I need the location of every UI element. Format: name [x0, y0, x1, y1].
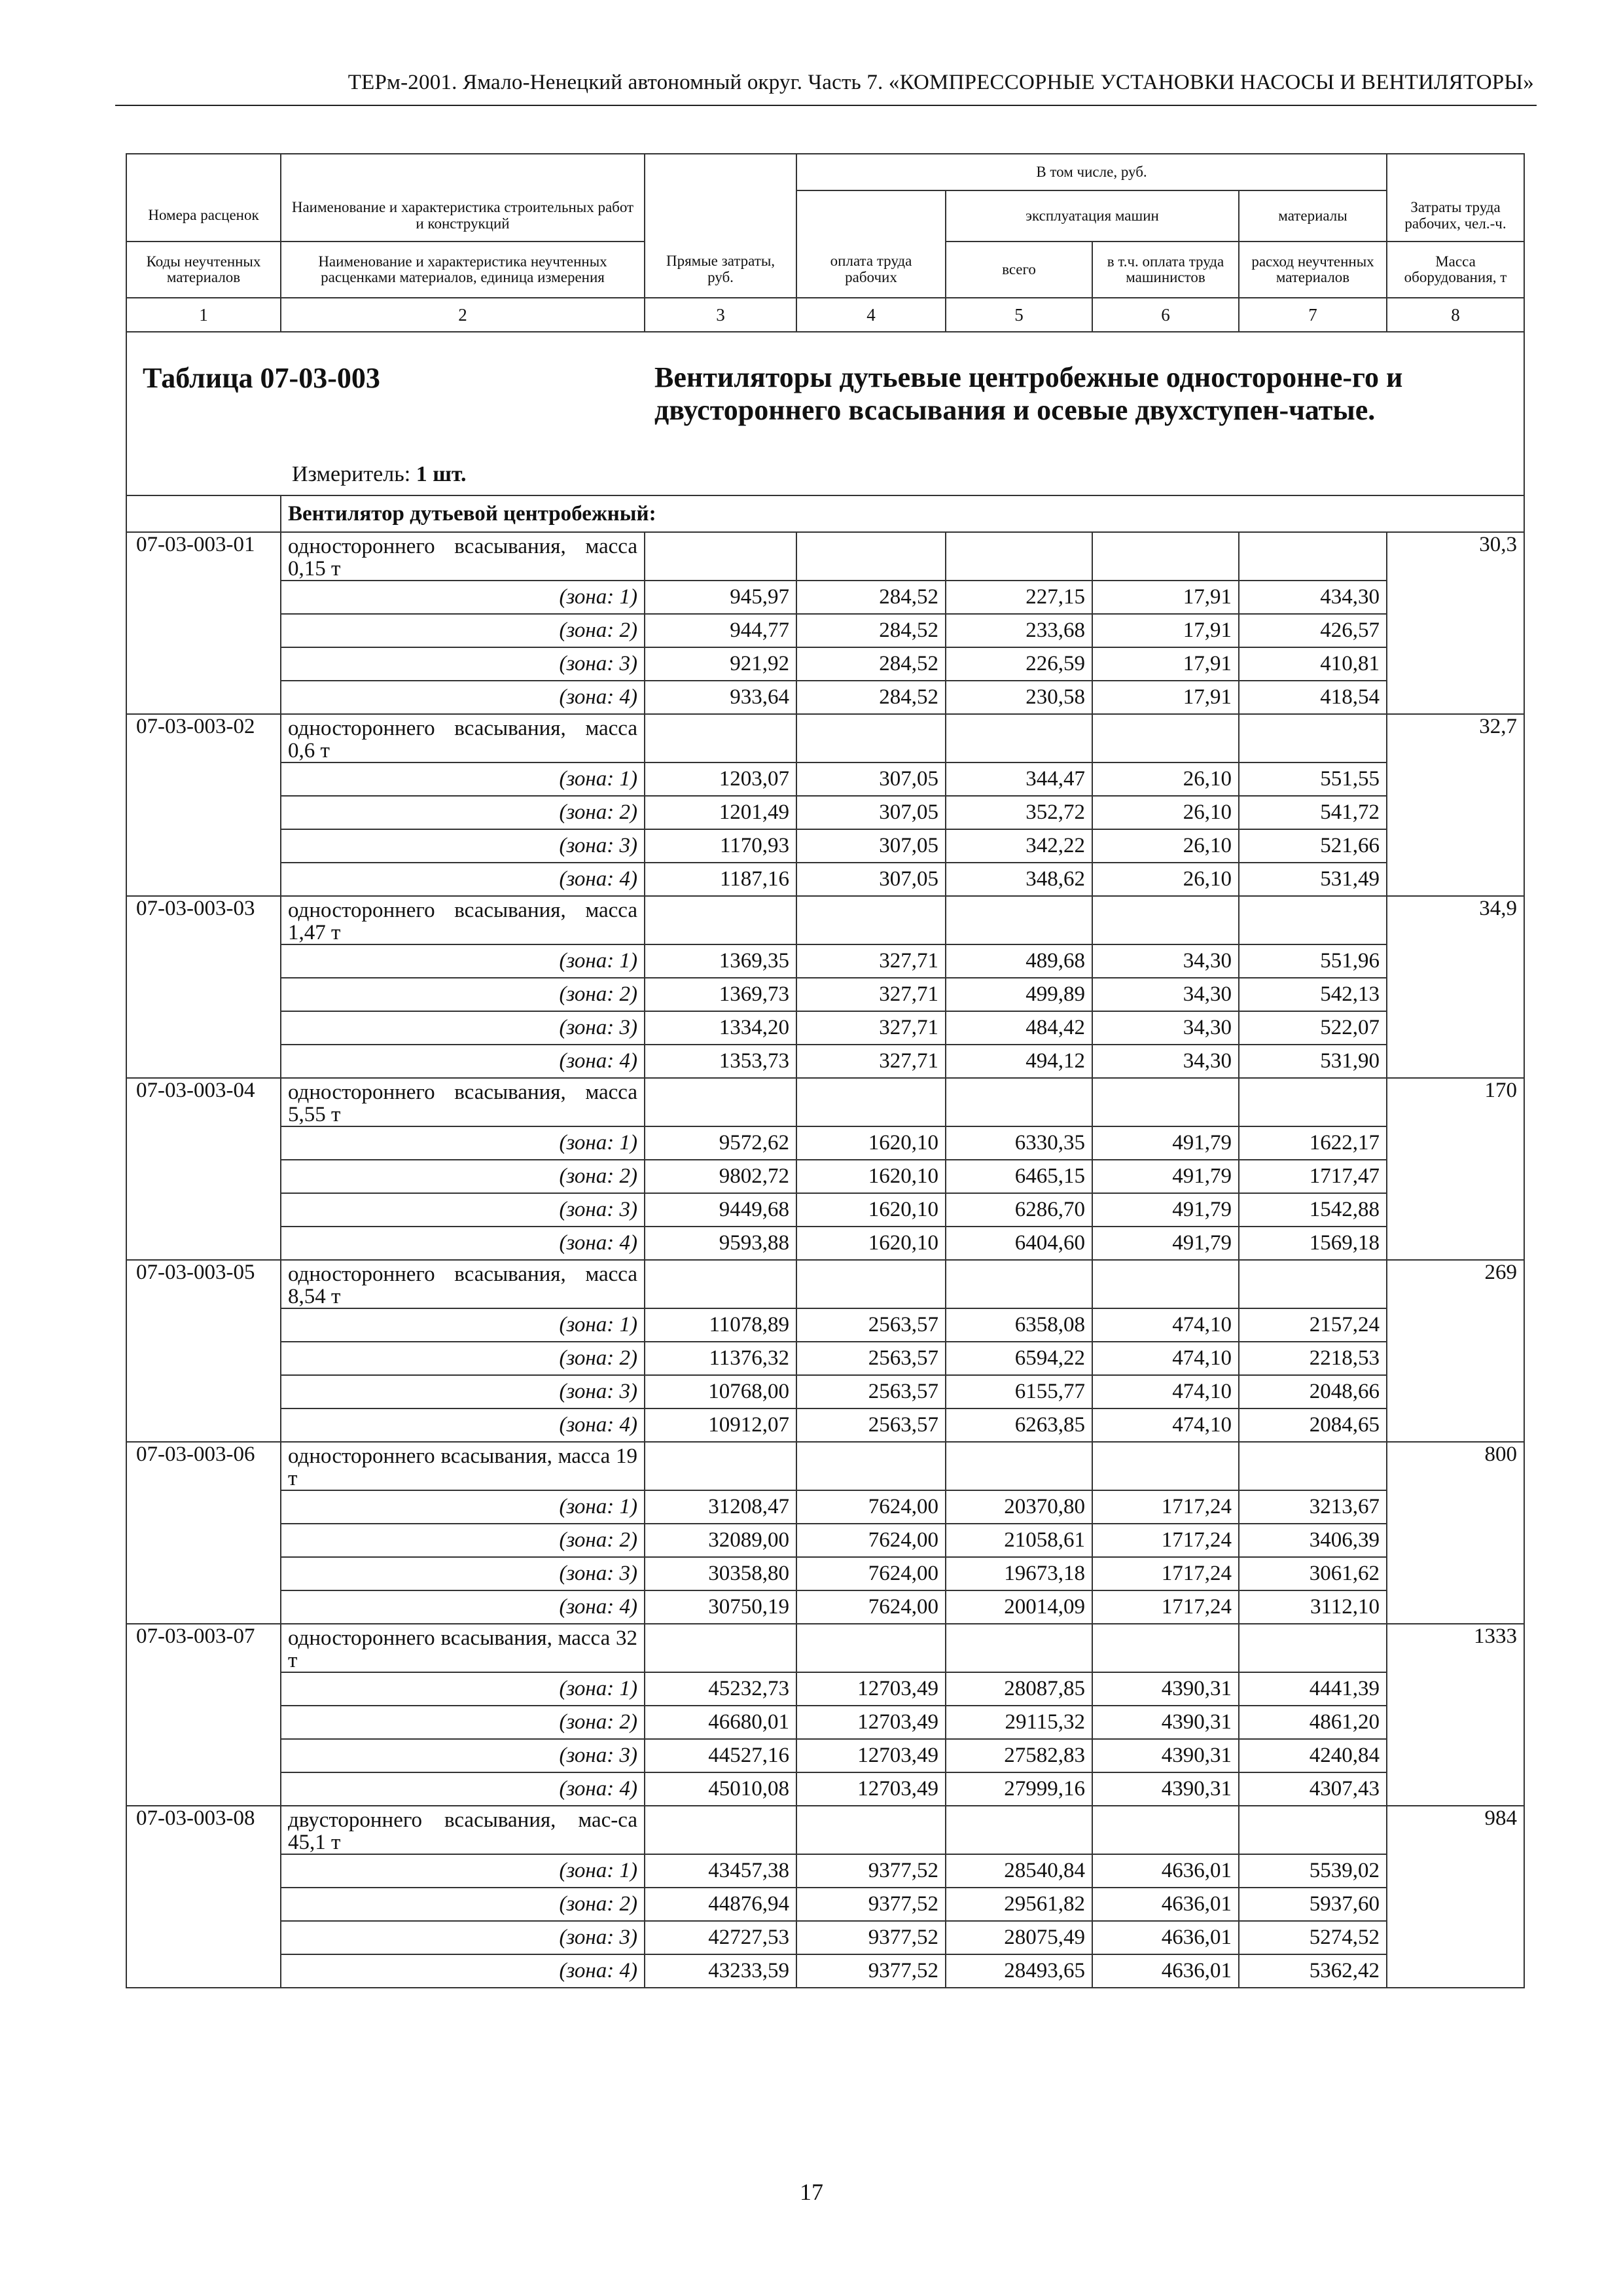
machines-cost: 6286,70: [946, 1193, 1092, 1227]
materials-cost: 4441,39: [1239, 1672, 1387, 1706]
machinist-cost: 1717,24: [1092, 1590, 1239, 1624]
materials-cost: 3112,10: [1239, 1590, 1387, 1624]
materials-cost: 531,90: [1239, 1045, 1387, 1078]
labor-cost: 9377,52: [796, 1954, 946, 1988]
labor-cost: 7624,00: [796, 1557, 946, 1590]
zone-row: [126, 1954, 1524, 1988]
direct-cost: 1334,20: [645, 1011, 796, 1045]
col-num: 7: [1239, 298, 1387, 332]
zone-row: [126, 1888, 1524, 1921]
col-name-header: Наименование и характеристика строительных работ и конструкций: [281, 190, 645, 242]
direct-cost: 45010,08: [645, 1772, 796, 1806]
labor-cost: 2563,57: [796, 1342, 946, 1375]
machinist-cost: 34,30: [1092, 944, 1239, 978]
labor-cost: 327,71: [796, 978, 946, 1011]
materials-cost: 2157,24: [1239, 1308, 1387, 1342]
direct-cost-header: Прямые затраты, руб.: [645, 242, 796, 298]
direct-cost: 42727,53: [645, 1921, 796, 1954]
zone-row: [126, 1854, 1524, 1888]
direct-cost: 44876,94: [645, 1888, 796, 1921]
zone-row: [126, 1672, 1524, 1706]
rate-code: 07-03-003-08: [126, 1806, 281, 1854]
labor-cost: 7624,00: [796, 1490, 946, 1524]
labor-cost: 307,05: [796, 762, 946, 796]
direct-cost: 921,92: [645, 647, 796, 681]
zone-label: (зона: 3): [281, 1011, 645, 1045]
zone-row: [126, 1706, 1524, 1739]
rate-name: одностороннего всасывания, масса 8,54 т: [281, 1260, 645, 1308]
materials-cost: 522,07: [1239, 1011, 1387, 1045]
machines-cost: 489,68: [946, 944, 1092, 978]
labor-cost: 2563,57: [796, 1375, 946, 1408]
machines-cost: 28540,84: [946, 1854, 1092, 1888]
materials-cost: 1622,17: [1239, 1126, 1387, 1160]
direct-cost: 1369,35: [645, 944, 796, 978]
mass-header: Масса оборудования, т: [1387, 242, 1524, 298]
machinist-cost: 4636,01: [1092, 1888, 1239, 1921]
labor-cost: 307,05: [796, 863, 946, 896]
zone-row: [126, 1045, 1524, 1078]
zone-row: [126, 796, 1524, 829]
machines-cost: 6155,77: [946, 1375, 1092, 1408]
labor-hours: 30,3: [1387, 532, 1524, 581]
machines-cost: 20014,09: [946, 1590, 1092, 1624]
direct-cost: 933,64: [645, 681, 796, 714]
zone-label: (зона: 4): [281, 1954, 645, 1988]
zone-label: (зона: 3): [281, 829, 645, 863]
machines-total-header: всего: [946, 242, 1092, 298]
materials-cost: 1569,18: [1239, 1227, 1387, 1260]
machinist-cost: 34,30: [1092, 978, 1239, 1011]
materials-cost: 5937,60: [1239, 1888, 1387, 1921]
direct-cost: 32089,00: [645, 1524, 796, 1557]
machinist-cost: 1717,24: [1092, 1490, 1239, 1524]
zone-label: (зона: 1): [281, 1308, 645, 1342]
zone-row: [126, 1590, 1524, 1624]
header-divider: [115, 105, 1537, 106]
labor-cost: 307,05: [796, 829, 946, 863]
zone-row: [126, 581, 1524, 614]
machinist-cost: 1717,24: [1092, 1524, 1239, 1557]
rate-code: 07-03-003-05: [126, 1260, 281, 1308]
machines-cost: 29561,82: [946, 1888, 1092, 1921]
materials-cost: 551,55: [1239, 762, 1387, 796]
zone-label: (зона: 4): [281, 1227, 645, 1260]
zone-label: (зона: 4): [281, 1590, 645, 1624]
machinist-cost: 26,10: [1092, 863, 1239, 896]
materials-cost: 2218,53: [1239, 1342, 1387, 1375]
direct-cost: 9572,62: [645, 1126, 796, 1160]
machines-cost: 227,15: [946, 581, 1092, 614]
rate-item-row: [126, 532, 1524, 581]
labor-cost: 284,52: [796, 647, 946, 681]
unit-value: 1 шт.: [416, 462, 467, 486]
labor-cost: 1620,10: [796, 1126, 946, 1160]
direct-cost: 46680,01: [645, 1706, 796, 1739]
zone-label: (зона: 4): [281, 863, 645, 896]
materials-cost: 2048,66: [1239, 1375, 1387, 1408]
direct-cost: 10912,07: [645, 1408, 796, 1442]
materials-cost: 4861,20: [1239, 1706, 1387, 1739]
machines-cost: 28087,85: [946, 1672, 1092, 1706]
zone-label: (зона: 3): [281, 1739, 645, 1772]
machines-cost: 28075,49: [946, 1921, 1092, 1954]
machinist-cost: 4636,01: [1092, 1921, 1239, 1954]
labor-cost: 327,71: [796, 944, 946, 978]
rate-code: 07-03-003-03: [126, 896, 281, 944]
zone-label: (зона: 2): [281, 1706, 645, 1739]
col-num: 8: [1387, 298, 1524, 332]
machinist-cost: 4390,31: [1092, 1706, 1239, 1739]
zone-row: [126, 762, 1524, 796]
zone-label: (зона: 1): [281, 1490, 645, 1524]
machines-cost: 348,62: [946, 863, 1092, 896]
direct-cost: 10768,00: [645, 1375, 796, 1408]
materials-cost: 3406,39: [1239, 1524, 1387, 1557]
labor-hours: 1333: [1387, 1624, 1524, 1672]
materials-cost: 1542,88: [1239, 1193, 1387, 1227]
direct-cost: 9593,88: [645, 1227, 796, 1260]
direct-cost: 1203,07: [645, 762, 796, 796]
rate-item-row: [126, 1624, 1524, 1672]
rate-item-row: [126, 1806, 1524, 1854]
labor-hours: 800: [1387, 1442, 1524, 1490]
zone-label: (зона: 2): [281, 796, 645, 829]
zone-row: [126, 1490, 1524, 1524]
direct-cost: 30750,19: [645, 1590, 796, 1624]
labor-cost: 1620,10: [796, 1227, 946, 1260]
rate-item-row: [126, 1442, 1524, 1490]
zone-label: (зона: 2): [281, 1888, 645, 1921]
zone-label: (зона: 1): [281, 1126, 645, 1160]
direct-cost: 43457,38: [645, 1854, 796, 1888]
machinist-cost: 474,10: [1092, 1342, 1239, 1375]
labor-cost: 12703,49: [796, 1772, 946, 1806]
labor-cost: 1620,10: [796, 1160, 946, 1193]
materials-cost: 426,57: [1239, 614, 1387, 647]
machines-cost: 499,89: [946, 978, 1092, 1011]
materials-cost: 2084,65: [1239, 1408, 1387, 1442]
zone-row: [126, 1227, 1524, 1260]
machines-cost: 28493,65: [946, 1954, 1092, 1988]
table-description: Вентиляторы дутьевые центробежные односторонне-го и двустороннего всасывания и осевые двухступен-чатые.: [654, 361, 1403, 426]
direct-cost: 1369,73: [645, 978, 796, 1011]
machinist-cost: 26,10: [1092, 796, 1239, 829]
direct-cost: 11078,89: [645, 1308, 796, 1342]
machinist-cost: 26,10: [1092, 762, 1239, 796]
zone-row: [126, 1011, 1524, 1045]
rate-code: 07-03-003-06: [126, 1442, 281, 1490]
zone-row: [126, 1921, 1524, 1954]
labor-cost: 9377,52: [796, 1888, 946, 1921]
labor-header: оплата труда рабочих: [796, 242, 946, 298]
materials-cost: 4307,43: [1239, 1772, 1387, 1806]
incl-header: В том числе, руб.: [796, 154, 1387, 190]
col-num: 6: [1092, 298, 1239, 332]
machinist-header: в т.ч. оплата труда машинистов: [1092, 242, 1239, 298]
labor-cost: 284,52: [796, 581, 946, 614]
unit-prefix: Измеритель:: [292, 462, 411, 486]
direct-cost: 945,97: [645, 581, 796, 614]
zone-row: [126, 978, 1524, 1011]
zone-label: (зона: 1): [281, 1854, 645, 1888]
column-numbers-row: [126, 298, 1524, 332]
machinist-cost: 474,10: [1092, 1375, 1239, 1408]
direct-cost: 1187,16: [645, 863, 796, 896]
rate-name: одностороннего всасывания, масса 32 т: [281, 1624, 645, 1672]
direct-cost: 45232,73: [645, 1672, 796, 1706]
materials-cost: 418,54: [1239, 681, 1387, 714]
materials-cost: 521,66: [1239, 829, 1387, 863]
machines-cost: 494,12: [946, 1045, 1092, 1078]
labor-cost: 284,52: [796, 614, 946, 647]
zone-row: [126, 829, 1524, 863]
zone-row: [126, 681, 1524, 714]
machinist-cost: 4636,01: [1092, 1854, 1239, 1888]
group-title: Вентилятор дутьевой центробежный:: [281, 495, 1524, 532]
labor-cost: 7624,00: [796, 1590, 946, 1624]
machinist-cost: 4390,31: [1092, 1739, 1239, 1772]
page-number: 17: [800, 2179, 823, 2205]
zone-label: (зона: 2): [281, 1160, 645, 1193]
direct-cost: 11376,32: [645, 1342, 796, 1375]
rate-name: одностороннего всасывания, масса 0,15 т: [281, 532, 645, 581]
machines-cost: 27999,16: [946, 1772, 1092, 1806]
page-header: ТЕРм-2001. Ямало-Ненецкий автономный округ. Часть 7. «КОМПРЕССОРНЫЕ УСТАНОВКИ НАСОСЫ И ВЕНТИЛЯТОРЫ»: [348, 71, 1534, 94]
labor-cost: 2563,57: [796, 1408, 946, 1442]
direct-cost: 9449,68: [645, 1193, 796, 1227]
zone-label: (зона: 4): [281, 1772, 645, 1806]
machinist-cost: 491,79: [1092, 1193, 1239, 1227]
zone-label: (зона: 1): [281, 762, 645, 796]
materials-cost: 4240,84: [1239, 1739, 1387, 1772]
zone-label: (зона: 3): [281, 1557, 645, 1590]
zone-label: (зона: 3): [281, 647, 645, 681]
machines-cost: 29115,32: [946, 1706, 1092, 1739]
machinist-cost: 17,91: [1092, 647, 1239, 681]
zone-label: (зона: 1): [281, 1672, 645, 1706]
zone-row: [126, 1772, 1524, 1806]
materials-cost: 551,96: [1239, 944, 1387, 978]
zone-label: (зона: 1): [281, 581, 645, 614]
col-codes-header: Коды неучтенных материалов: [126, 242, 281, 298]
labor-cost: 9377,52: [796, 1854, 946, 1888]
rates-table: [126, 153, 1525, 1988]
machines-cost: 344,47: [946, 762, 1092, 796]
labor-cost: 284,52: [796, 681, 946, 714]
labor-hours: 34,9: [1387, 896, 1524, 944]
zone-row: [126, 647, 1524, 681]
rate-item-row: [126, 714, 1524, 762]
zone-row: [126, 1557, 1524, 1590]
labor-hours: 269: [1387, 1260, 1524, 1308]
rate-name: одностороннего всасывания, масса 1,47 т: [281, 896, 645, 944]
rate-name: одностороннего всасывания, масса 19 т: [281, 1442, 645, 1490]
col-num: 2: [281, 298, 645, 332]
col-num: 3: [645, 298, 796, 332]
machinist-cost: 474,10: [1092, 1408, 1239, 1442]
materials-cost: 434,30: [1239, 581, 1387, 614]
machines-cost: 6594,22: [946, 1342, 1092, 1375]
rate-item-row: [126, 1260, 1524, 1308]
materials-cost: 541,72: [1239, 796, 1387, 829]
machinist-cost: 491,79: [1092, 1227, 1239, 1260]
zone-row: [126, 1342, 1524, 1375]
machines-cost: 6465,15: [946, 1160, 1092, 1193]
table-label: Таблица 07-03-003: [143, 362, 380, 394]
rate-name: двустороннего всасывания, мас-са 45,1 т: [281, 1806, 645, 1854]
rate-code: 07-03-003-01: [126, 532, 281, 581]
materials-cost: 542,13: [1239, 978, 1387, 1011]
machinist-cost: 17,91: [1092, 581, 1239, 614]
rate-code: 07-03-003-02: [126, 714, 281, 762]
direct-cost: 944,77: [645, 614, 796, 647]
labor-cost: 9377,52: [796, 1921, 946, 1954]
labor-cost: 1620,10: [796, 1193, 946, 1227]
machines-cost: 27582,83: [946, 1739, 1092, 1772]
materials-cost: 3061,62: [1239, 1557, 1387, 1590]
machines-cost: 6263,85: [946, 1408, 1092, 1442]
zone-label: (зона: 4): [281, 1045, 645, 1078]
labor-cost: 307,05: [796, 796, 946, 829]
machines-cost: 226,59: [946, 647, 1092, 681]
machines-cost: 484,42: [946, 1011, 1092, 1045]
materials-cost: 5362,42: [1239, 1954, 1387, 1988]
machines-cost: 6358,08: [946, 1308, 1092, 1342]
zone-label: (зона: 2): [281, 1524, 645, 1557]
machinist-cost: 17,91: [1092, 681, 1239, 714]
materials-cost: 3213,67: [1239, 1490, 1387, 1524]
unit-line: [292, 462, 467, 487]
zone-row: [126, 1408, 1524, 1442]
direct-cost: 1170,93: [645, 829, 796, 863]
machines-cost: 19673,18: [946, 1557, 1092, 1590]
zone-label: (зона: 2): [281, 614, 645, 647]
zone-label: (зона: 4): [281, 1408, 645, 1442]
labor-cost: 12703,49: [796, 1739, 946, 1772]
rate-code: 07-03-003-07: [126, 1624, 281, 1672]
labor-cost: 327,71: [796, 1011, 946, 1045]
labor-cost: 12703,49: [796, 1706, 946, 1739]
machinist-cost: 491,79: [1092, 1126, 1239, 1160]
labor-cost: 12703,49: [796, 1672, 946, 1706]
direct-cost: 30358,80: [645, 1557, 796, 1590]
zone-row: [126, 863, 1524, 896]
labor-cost: 2563,57: [796, 1308, 946, 1342]
zone-row: [126, 1375, 1524, 1408]
mat-unacc-header: расход неучтенных материалов: [1239, 242, 1387, 298]
machines-cost: 6330,35: [946, 1126, 1092, 1160]
table-title-block: [126, 332, 1524, 495]
zone-row: [126, 1739, 1524, 1772]
col-num: 4: [796, 298, 946, 332]
zone-row: [126, 1308, 1524, 1342]
col-number-header: Номера расценок: [126, 190, 281, 242]
direct-cost: 9802,72: [645, 1160, 796, 1193]
rate-item-row: [126, 1078, 1524, 1126]
labor-hours: 170: [1387, 1078, 1524, 1126]
machines-cost: 20370,80: [946, 1490, 1092, 1524]
machinist-cost: 4636,01: [1092, 1954, 1239, 1988]
direct-cost: 31208,47: [645, 1490, 796, 1524]
zone-row: [126, 1160, 1524, 1193]
materials-header: материалы: [1239, 190, 1387, 242]
labor-cost-header: Затраты труда рабочих, чел.-ч.: [1387, 190, 1524, 242]
zone-label: (зона: 2): [281, 1342, 645, 1375]
rate-code: 07-03-003-04: [126, 1078, 281, 1126]
materials-cost: 531,49: [1239, 863, 1387, 896]
direct-cost: 44527,16: [645, 1739, 796, 1772]
direct-cost: 1353,73: [645, 1045, 796, 1078]
machinist-cost: 26,10: [1092, 829, 1239, 863]
direct-cost: 43233,59: [645, 1954, 796, 1988]
col-num: 1: [126, 298, 281, 332]
machines-header: эксплуатация машин: [946, 190, 1239, 242]
machines-cost: 230,58: [946, 681, 1092, 714]
materials-cost: 5274,52: [1239, 1921, 1387, 1954]
materials-cost: 5539,02: [1239, 1854, 1387, 1888]
rate-name: одностороннего всасывания, масса 5,55 т: [281, 1078, 645, 1126]
machines-cost: 21058,61: [946, 1524, 1092, 1557]
col-num: 5: [946, 298, 1092, 332]
rate-item-row: [126, 896, 1524, 944]
machinist-cost: 17,91: [1092, 614, 1239, 647]
zone-row: [126, 1126, 1524, 1160]
machinist-cost: 34,30: [1092, 1045, 1239, 1078]
machinist-cost: 491,79: [1092, 1160, 1239, 1193]
machinist-cost: 4390,31: [1092, 1772, 1239, 1806]
zone-label: (зона: 3): [281, 1193, 645, 1227]
zone-row: [126, 944, 1524, 978]
direct-cost: 1201,49: [645, 796, 796, 829]
zone-label: (зона: 4): [281, 681, 645, 714]
machinist-cost: 34,30: [1092, 1011, 1239, 1045]
materials-cost: 1717,47: [1239, 1160, 1387, 1193]
machinist-cost: 474,10: [1092, 1308, 1239, 1342]
zone-row: [126, 614, 1524, 647]
col-name2-header: Наименование и характеристика неучтенных расценками материалов, единица измерения: [281, 242, 645, 298]
zone-label: (зона: 3): [281, 1921, 645, 1954]
machines-cost: 233,68: [946, 614, 1092, 647]
zone-label: (зона: 2): [281, 978, 645, 1011]
rate-name: одностороннего всасывания, масса 0,6 т: [281, 714, 645, 762]
labor-cost: 7624,00: [796, 1524, 946, 1557]
zone-label: (зона: 3): [281, 1375, 645, 1408]
machinist-cost: 1717,24: [1092, 1557, 1239, 1590]
machinist-cost: 4390,31: [1092, 1672, 1239, 1706]
materials-cost: 410,81: [1239, 647, 1387, 681]
labor-hours: 984: [1387, 1806, 1524, 1854]
machines-cost: 6404,60: [946, 1227, 1092, 1260]
zone-row: [126, 1193, 1524, 1227]
machines-cost: 352,72: [946, 796, 1092, 829]
zone-label: (зона: 1): [281, 944, 645, 978]
labor-cost: 327,71: [796, 1045, 946, 1078]
zone-row: [126, 1524, 1524, 1557]
machines-cost: 342,22: [946, 829, 1092, 863]
labor-hours: 32,7: [1387, 714, 1524, 762]
